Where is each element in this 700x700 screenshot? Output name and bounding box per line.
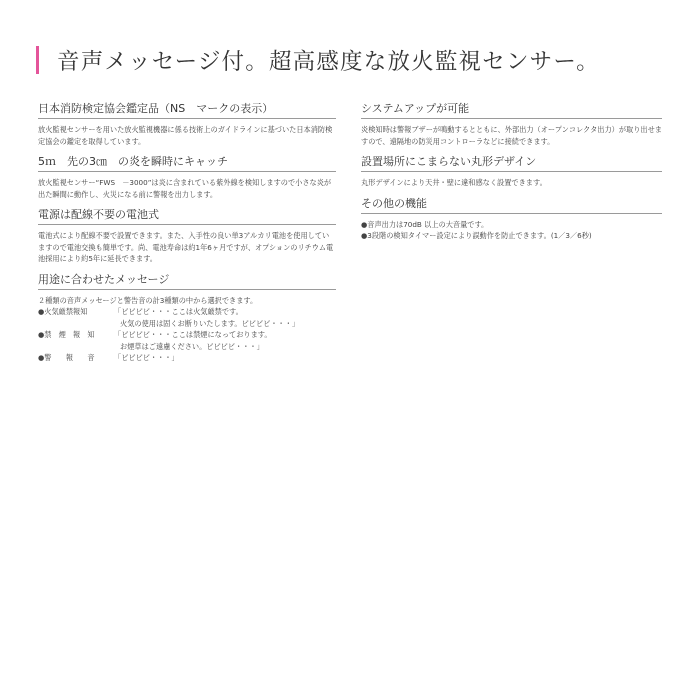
section-body bbox=[38, 295, 336, 364]
section-body bbox=[38, 230, 336, 265]
section-heading: システムアップが可能 bbox=[361, 102, 662, 119]
section-text: 炎検知時は警報ブザーが鳴動するとともに、外部出力（オープンコレクタ出力）が取り出せますので、遠隔地の防災用コントローラなどに接続できます。 bbox=[361, 125, 662, 146]
message-label: ●警 報 音 bbox=[38, 353, 95, 362]
left-column bbox=[38, 102, 336, 372]
message-text: 「ビビビビ・・・」 bbox=[114, 353, 179, 362]
section-battery-power bbox=[38, 208, 336, 265]
section-heading: 電源は配線不要の電池式 bbox=[38, 208, 336, 225]
message-text-continued: お煙草はご遠慮ください。ビビビビ・・・」 bbox=[120, 341, 264, 351]
section-text: 放火監視センサー“FWS －3000”は炎に含まれている紫外線を検知しますので小さな炎が出た瞬間に動作し、火災になる前に警報を出力します。 bbox=[38, 178, 332, 199]
section-heading: 用途に合わせたメッセージ bbox=[38, 273, 336, 290]
page-header bbox=[36, 44, 676, 76]
message-text-continued: 火気の使用は固くお断りいたします。ビビビビ・・・」 bbox=[120, 318, 300, 328]
section-body bbox=[38, 177, 336, 200]
section-flame-detection bbox=[38, 155, 336, 200]
feature-bullet: ●音声出力は70dB 以上の大音量です。 bbox=[361, 219, 489, 229]
section-messages bbox=[38, 273, 336, 364]
feature-bullet: ●3段階の検知タイマー設定により誤動作を防止できます。(1／3／6秒) bbox=[361, 231, 592, 240]
message-row bbox=[38, 352, 336, 364]
section-body bbox=[361, 124, 662, 147]
section-text: 丸形デザインにより天井・壁に違和感なく設置できます。 bbox=[361, 178, 547, 187]
section-text: 電池式により配線不要で設置できます。また、入手性の良い単3アルカリ電池を使用していますので電池交換も簡単です。尚、電池寿命は約1年6ヶ月ですが、オプションのリチウム電池採用により約5年に延長できます。 bbox=[38, 231, 334, 263]
accent-bar bbox=[36, 46, 39, 74]
section-heading: 設置場所にこまらない丸形デザイン bbox=[361, 155, 662, 172]
section-other-features bbox=[361, 197, 662, 242]
section-body bbox=[361, 177, 662, 189]
message-text: 「ビビビビ・・・ここは火気厳禁です。 bbox=[114, 307, 243, 316]
message-row bbox=[38, 306, 336, 318]
section-body bbox=[38, 124, 336, 147]
section-text: 放火監視センサーを用いた放火監視機器に係る技術上のガイドラインに基づいた日本消防検定協会の鑑定を取得しています。 bbox=[38, 125, 333, 146]
section-body bbox=[361, 219, 662, 242]
message-label: ●火気厳禁報知 bbox=[38, 307, 88, 316]
message-label: ●禁 煙 報 知 bbox=[38, 330, 95, 339]
message-row bbox=[38, 329, 336, 341]
section-heading: その他の機能 bbox=[361, 197, 662, 214]
section-intro: ２種類の音声メッセージと警告音の計3種類の中から選択できます。 bbox=[38, 295, 258, 305]
section-heading: 日本消防検定協会鑑定品（NS マークの表示） bbox=[38, 102, 336, 119]
message-text: 「ビビビビ・・・ここは禁煙になっております。 bbox=[114, 330, 272, 339]
section-system-upgrade bbox=[361, 102, 662, 147]
section-heading: 5ｍ 先の3㎝ の炎を瞬時にキャッチ bbox=[38, 155, 336, 172]
page-title: 音声メッセージ付。超高感度な放火監視センサー。 bbox=[57, 49, 600, 75]
section-ns-certification bbox=[38, 102, 336, 147]
right-column bbox=[361, 102, 662, 250]
section-round-design bbox=[361, 155, 662, 189]
